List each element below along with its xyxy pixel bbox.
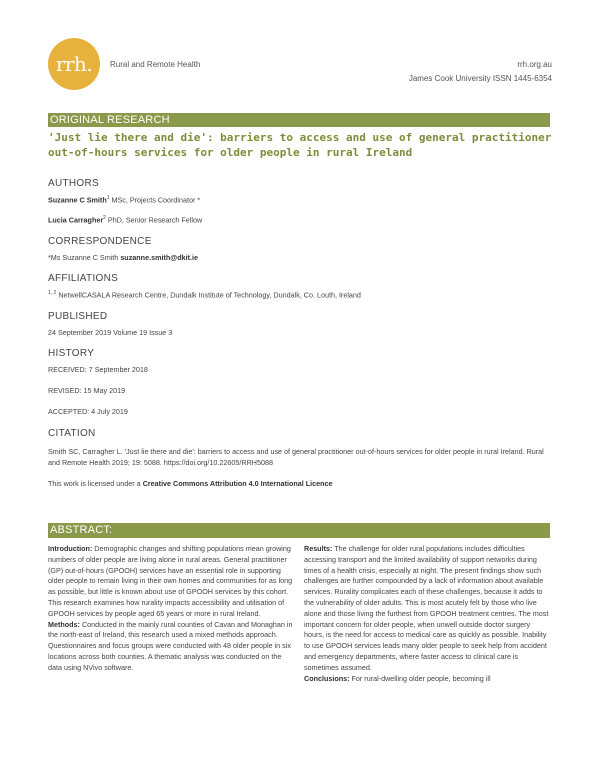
journal-name: Rural and Remote Health (110, 60, 201, 69)
abstract-conclusions: Conclusions: For rural-dwelling older people, becoming ill (304, 673, 491, 683)
rrh-logo (48, 38, 100, 90)
history-heading: HISTORY (48, 348, 95, 359)
affiliation-line: $^{1, 2}$ NetwellCASALA Research Centre, Dundalk Institute of Technology, Dundalk, Co. Louth, Ireland (48, 290, 361, 300)
correspondence-line: *Ms Suzanne C Smith suzanne.smith@dkit.ie (48, 253, 199, 262)
history-revised: REVISED: 15 May 2019 (48, 386, 126, 395)
section-label: ORIGINAL RESEARCH (48, 113, 550, 127)
published-date: 24 September 2019 Volume 19 Issue 3 (48, 328, 173, 337)
history-accepted: ACCEPTED: 4 July 2019 (48, 407, 128, 416)
abstract-methods: Methods: Conducted in the mainly rural counties of Cavan and Monaghan in the north-east of Ireland, this research used a mixed methods approach. Questionnaires and focus groups were conducted with 48 older people in six locations across both counties. A thematic analysis was conducted on the data using NVivo software. (48, 619, 293, 672)
author-1: Suzanne C Smith$^1$ MSc, Projects Coordinator * (48, 195, 201, 205)
issn: James Cook University ISSN 1445-6354 (408, 74, 552, 83)
logo-text: rrh. (55, 52, 93, 76)
license-link[interactable]: Creative Commons Attribution 4.0 International Licence (142, 479, 333, 488)
abstract-results: Results: The challenge for older rural populations includes difficulties accessing transport and the limited availability of support networks during times of a health crisis, especially at night. The present findings show such challenges are further compounded by a lack of information about available services. Rurality complicates each of these challenges, because it adds to the vulnerability of older adults. This is most acutely felt by those who live alone and those living the furthest from GPOOH treatment centres. The most important concern for older people, when unwell outside doctor surgery hours, is the need for access to medical care as quickly as possible. Inability to use GPOOH services leads many older people to seek help from accident and emergency departments, where faster access to clinical care is sometimes assumed. (304, 544, 549, 672)
citation-text: Smith SC, Carragher L. 'Just lie there and die': barriers to access and use of general practitioner out-of-hours services for older people in rural Ireland. Rural and Remote Health 2019; 19: 5088. https://doi.org/10.22605/RRH5088 (48, 447, 544, 467)
authors-heading: AUTHORS (48, 178, 99, 189)
journal-site[interactable]: rrh.org.au (517, 60, 552, 69)
license-line: This work is licensed under a Creative Commons Attribution 4.0 International Licence (48, 479, 333, 488)
article-title: 'Just lie there and die': barriers to access and use of general practitioner out-of-hours services for older people in rural Ireland (48, 131, 552, 159)
published-heading: PUBLISHED (48, 311, 108, 322)
abstract-left-column (48, 544, 296, 674)
author-2: Lucia Carragher$^2$ PhD, Senior Research Fellow (48, 215, 203, 225)
abstract-right-column (304, 544, 552, 684)
correspondence-heading: CORRESPONDENCE (48, 236, 152, 247)
citation-heading: CITATION (48, 428, 96, 439)
history-received: RECEIVED: 7 September 2018 (48, 365, 148, 374)
abstract-introduction: Introduction: Demographic changes and shifting populations mean growing numbers of older people are living alone in rural areas. General practitioner (GP) out-of-hours (GPOOH) services have an essential role in supporting older people to remain living in their own homes and communities for as long as possible, but little is known about use of GPOOH services by this cohort. This research examines how rurality impacts accessibility and utilisation of GPOOH services by people aged 65 years or more in rural Ireland. (48, 544, 293, 618)
email-link[interactable]: suzanne.smith@dkit.ie (120, 253, 199, 262)
abstract-heading: ABSTRACT: (48, 523, 550, 538)
affiliations-heading: AFFILIATIONS (48, 273, 119, 284)
